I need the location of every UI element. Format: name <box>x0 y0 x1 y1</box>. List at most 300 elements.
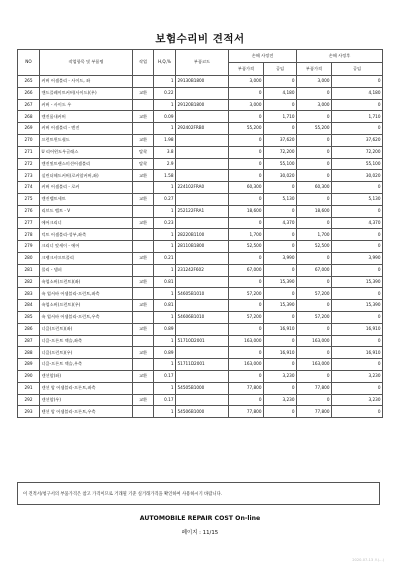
row-item-name: 쇽 업서바 어셈블리-프런트,우측 <box>40 311 133 323</box>
row-work: 교환 <box>133 276 154 288</box>
row-item-name: 엔진벨트세트 <box>40 193 133 205</box>
row-part-price-after: 77,800 <box>297 406 332 418</box>
row-no: 285 <box>18 311 40 323</box>
row-part-price-after: 0 <box>297 323 332 335</box>
row-work: 탈착 <box>133 146 154 158</box>
row-work: 교환 <box>133 394 154 406</box>
row-hqty: 1.58 <box>154 170 176 182</box>
row-hqty: 1 <box>154 288 176 300</box>
row-no: 288 <box>18 347 40 359</box>
table-row <box>18 264 383 276</box>
table-row <box>18 193 383 205</box>
row-labor-after: 0 <box>332 99 383 111</box>
row-hqty: 1 <box>154 123 176 135</box>
row-no: 267 <box>18 99 40 111</box>
row-labor-before: 0 <box>264 229 297 241</box>
row-part-price-after: 18,600 <box>297 205 332 217</box>
row-part-price-before: 77,800 <box>229 406 264 418</box>
row-item-name: 풀리 - 댐퍼 <box>40 264 133 276</box>
row-labor-before: 37,620 <box>264 134 297 146</box>
table-row <box>18 170 383 182</box>
table-row <box>18 300 383 312</box>
row-labor-after: 3,990 <box>332 252 383 264</box>
row-work <box>133 241 154 253</box>
row-part-code <box>176 193 229 205</box>
row-labor-after: 3,230 <box>332 394 383 406</box>
row-part-code: 54506B1000 <box>176 406 229 418</box>
row-hqty: 1.98 <box>154 134 176 146</box>
row-labor-after: 0 <box>332 241 383 253</box>
row-part-price-before: 3,000 <box>229 99 264 111</box>
table-row <box>18 252 383 264</box>
row-labor-after: 16,910 <box>332 347 383 359</box>
row-no: 268 <box>18 111 40 123</box>
row-work <box>133 76 154 88</box>
row-labor-before: 0 <box>264 264 297 276</box>
row-item-name: 너클(프런트)(우) <box>40 347 133 359</box>
row-hqty: 1 <box>154 359 176 371</box>
row-part-code <box>176 370 229 382</box>
row-labor-after: 0 <box>332 382 383 394</box>
row-work <box>133 205 154 217</box>
row-labor-after: 0 <box>332 264 383 276</box>
row-work <box>133 311 154 323</box>
header-item-name: 작업항목 및 부품명 <box>40 50 133 76</box>
table-row <box>18 406 383 418</box>
table-row <box>18 370 383 382</box>
row-part-price-before: 55,200 <box>229 123 264 135</box>
table-row <box>18 134 383 146</box>
row-hqty: 0.17 <box>154 370 176 382</box>
row-part-price-after: 0 <box>297 347 332 359</box>
row-labor-before: 4,180 <box>264 87 297 99</box>
row-part-price-before: 77,800 <box>229 382 264 394</box>
row-work: 교환 <box>133 217 154 229</box>
row-no: 269 <box>18 123 40 135</box>
row-part-price-before: 0 <box>229 394 264 406</box>
table-row <box>18 335 383 347</box>
row-part-price-after: 0 <box>297 158 332 170</box>
row-work: 교환 <box>133 87 154 99</box>
row-no: 274 <box>18 182 40 194</box>
row-work <box>133 288 154 300</box>
row-hqty: 1 <box>154 76 176 88</box>
row-part-price-after: 0 <box>297 276 332 288</box>
row-part-price-after: 3,000 <box>297 76 332 88</box>
table-row <box>18 311 383 323</box>
header-hqty: H,Q,% <box>154 50 176 76</box>
row-part-price-before: 0 <box>229 347 264 359</box>
row-labor-before: 55,100 <box>264 158 297 170</box>
row-part-code <box>176 276 229 288</box>
row-labor-before: 0 <box>264 205 297 217</box>
row-no: 283 <box>18 288 40 300</box>
table-row <box>18 382 383 394</box>
row-part-code: 28220B1100 <box>176 229 229 241</box>
row-work <box>133 182 154 194</box>
row-part-code: 51711D2001 <box>176 359 229 371</box>
row-item-name: 너클-프론트 액슬,좌측 <box>40 335 133 347</box>
row-part-code: 224102FRA0 <box>176 182 229 194</box>
row-hqty: 1 <box>154 229 176 241</box>
row-work <box>133 359 154 371</box>
row-labor-after: 0 <box>332 406 383 418</box>
row-hqty: 1 <box>154 182 176 194</box>
row-no: 277 <box>18 217 40 229</box>
row-no: 278 <box>18 229 40 241</box>
row-part-price-after: 0 <box>297 300 332 312</box>
row-work: 탈착 <box>133 158 154 170</box>
row-part-code: 29120B1800 <box>176 99 229 111</box>
row-part-price-after: 57,200 <box>297 288 332 300</box>
row-item-name: 쇽업소버(프런트)(좌) <box>40 276 133 288</box>
table-row <box>18 323 383 335</box>
page-indicator: 페이지 : 11/15 <box>181 530 219 536</box>
row-part-price-after: 0 <box>297 170 332 182</box>
table-row <box>18 288 383 300</box>
row-item-name: 커버 - 사이드 우 <box>40 99 133 111</box>
row-part-price-before: 163,000 <box>229 359 264 371</box>
row-work: 교환 <box>133 111 154 123</box>
header-work: 작업 <box>133 50 154 76</box>
row-labor-after: 15,390 <box>332 300 383 312</box>
table-row <box>18 359 383 371</box>
row-labor-before: 30,020 <box>264 170 297 182</box>
row-part-price-after: 163,000 <box>297 335 332 347</box>
row-part-code <box>176 347 229 359</box>
row-item-name: 리브드 벨트 - V <box>40 205 133 217</box>
header-part-price-after: 부품가격 <box>297 62 332 76</box>
estimate-rows <box>18 76 383 418</box>
row-item-name: 커버 어셈블리 - 로커 <box>40 182 133 194</box>
row-labor-after: 5,130 <box>332 193 383 205</box>
row-item-name: 엔진및트랜스미션어셈블리 <box>40 158 133 170</box>
row-part-code <box>176 300 229 312</box>
row-item-name: 너클-프론트 액슬,우측 <box>40 359 133 371</box>
row-no: 272 <box>18 158 40 170</box>
row-part-code: 292402FRB0 <box>176 123 229 135</box>
header-part-price-before: 부품가격 <box>229 62 264 76</box>
row-part-price-before: 60,300 <box>229 182 264 194</box>
row-part-price-before: 57,200 <box>229 311 264 323</box>
row-labor-before: 4,370 <box>264 217 297 229</box>
row-part-price-after: 57,200 <box>297 311 332 323</box>
row-labor-before: 15,390 <box>264 300 297 312</box>
row-part-price-before: 0 <box>229 193 264 205</box>
header-after-adjustment: 손해 사정후 <box>297 50 383 63</box>
row-labor-after: 3,230 <box>332 370 383 382</box>
row-part-price-after: 163,000 <box>297 359 332 371</box>
row-part-price-before: 18,600 <box>229 205 264 217</box>
row-part-code: 28110B1800 <box>176 241 229 253</box>
header-part-code: 부품코드 <box>176 50 229 76</box>
row-part-code: 54606B1010 <box>176 311 229 323</box>
row-work <box>133 123 154 135</box>
row-part-code: 51710D2001 <box>176 335 229 347</box>
row-part-price-after: 0 <box>297 370 332 382</box>
row-no: 282 <box>18 276 40 288</box>
row-hqty: 1 <box>154 382 176 394</box>
row-work: 교환 <box>133 347 154 359</box>
row-part-code <box>176 170 229 182</box>
row-part-price-after: 0 <box>297 134 332 146</box>
table-row <box>18 276 383 288</box>
row-labor-before: 0 <box>264 406 297 418</box>
row-no: 291 <box>18 382 40 394</box>
row-part-price-before: 0 <box>229 300 264 312</box>
row-work: 교환 <box>133 134 154 146</box>
row-item-name: 덴션암(우) <box>40 394 133 406</box>
table-row <box>18 123 383 135</box>
row-work: 교환 <box>133 300 154 312</box>
row-hqty: 0.21 <box>154 252 176 264</box>
row-part-price-before: 52,500 <box>229 241 264 253</box>
row-hqty: 1 <box>154 311 176 323</box>
row-part-price-before: 3,000 <box>229 76 264 88</box>
header-labor-after: 공임 <box>332 62 383 76</box>
row-work: 교환 <box>133 323 154 335</box>
table-row <box>18 347 383 359</box>
table-row <box>18 229 383 241</box>
table-row <box>18 182 383 194</box>
row-part-price-before: 0 <box>229 111 264 123</box>
row-part-code <box>176 111 229 123</box>
table-row <box>18 87 383 99</box>
row-labor-after: 0 <box>332 229 383 241</box>
row-part-code <box>176 146 229 158</box>
row-part-code <box>176 394 229 406</box>
header-labor-before: 공임 <box>264 62 297 76</box>
row-item-name: 프런트윈드쉴드 <box>40 134 133 146</box>
row-item-name: 커버 어셈블리 - 엔진 <box>40 123 133 135</box>
row-item-name: 크리너 앗세이 - 에어 <box>40 241 133 253</box>
table-row <box>18 146 383 158</box>
row-labor-before: 15,390 <box>264 276 297 288</box>
row-labor-before: 0 <box>264 335 297 347</box>
row-work <box>133 99 154 111</box>
row-labor-after: 0 <box>332 359 383 371</box>
row-part-code <box>176 252 229 264</box>
table-row <box>18 394 383 406</box>
row-part-price-before: 67,000 <box>229 264 264 276</box>
row-no: 293 <box>18 406 40 418</box>
row-labor-after: 16,910 <box>332 323 383 335</box>
row-no: 292 <box>18 394 40 406</box>
row-part-price-before: 0 <box>229 276 264 288</box>
row-labor-before: 16,910 <box>264 347 297 359</box>
row-labor-before: 72,200 <box>264 146 297 158</box>
row-part-price-before: 57,200 <box>229 288 264 300</box>
row-part-price-before: 0 <box>229 370 264 382</box>
row-part-price-after: 0 <box>297 111 332 123</box>
row-no: 276 <box>18 205 40 217</box>
row-part-price-before: 1,700 <box>229 229 264 241</box>
row-hqty: 0.22 <box>154 87 176 99</box>
row-no: 287 <box>18 335 40 347</box>
row-labor-before: 0 <box>264 123 297 135</box>
row-no: 270 <box>18 134 40 146</box>
row-item-name: U 리어윈도우글래스 <box>40 146 133 158</box>
row-item-name: 앤드플레이트커버(사이드)(우) <box>40 87 133 99</box>
row-item-name: 커버 어셈블리 - 사이드, 좌 <box>40 76 133 88</box>
row-hqty: 1 <box>154 241 176 253</box>
row-labor-after: 0 <box>332 288 383 300</box>
row-work: 교환 <box>133 370 154 382</box>
row-no: 280 <box>18 252 40 264</box>
row-labor-before: 1,710 <box>264 111 297 123</box>
row-labor-before: 0 <box>264 382 297 394</box>
row-hqty: 0.89 <box>154 323 176 335</box>
row-hqty: 3.8 <box>154 146 176 158</box>
row-labor-before: 16,910 <box>264 323 297 335</box>
row-item-name: 텐션 암 어셈블리-프론트,우측 <box>40 406 133 418</box>
row-part-price-after: 52,500 <box>297 241 332 253</box>
row-part-price-before: 0 <box>229 87 264 99</box>
row-item-name: 덴션암(좌) <box>40 370 133 382</box>
row-work <box>133 335 154 347</box>
price-notice: 이 견적서/청구서의 부품가격은 참고 가격이므로 거래될 기준 실거래가격을 확인하여 사용하시기 바랍니다. <box>17 482 380 505</box>
row-no: 290 <box>18 370 40 382</box>
row-item-name: 크랭크샤프트풀리 <box>40 252 133 264</box>
row-work <box>133 264 154 276</box>
row-no: 281 <box>18 264 40 276</box>
table-row <box>18 217 383 229</box>
print-timestamp: 2020-07-13 오(...) <box>352 558 384 562</box>
row-labor-before: 3,230 <box>264 370 297 382</box>
row-labor-before: 0 <box>264 311 297 323</box>
row-part-price-before: 0 <box>229 217 264 229</box>
row-item-name: 너클(프런트)(좌) <box>40 323 133 335</box>
row-part-price-before: 0 <box>229 323 264 335</box>
row-part-price-after: 0 <box>297 217 332 229</box>
row-item-name: 쇽업소버(프런트)(우) <box>40 300 133 312</box>
row-part-price-before: 163,000 <box>229 335 264 347</box>
row-work: 교환 <box>133 252 154 264</box>
row-labor-after: 0 <box>332 311 383 323</box>
row-part-price-after: 0 <box>297 87 332 99</box>
row-part-code: 54505B1000 <box>176 382 229 394</box>
row-labor-before: 0 <box>264 359 297 371</box>
row-labor-after: 0 <box>332 182 383 194</box>
row-labor-before: 0 <box>264 182 297 194</box>
row-hqty: 1 <box>154 264 176 276</box>
row-part-code <box>176 87 229 99</box>
row-hqty: 0.81 <box>154 276 176 288</box>
row-part-price-after: 3,000 <box>297 99 332 111</box>
row-hqty: 0.81 <box>154 300 176 312</box>
row-no: 275 <box>18 193 40 205</box>
row-labor-before: 0 <box>264 99 297 111</box>
row-part-price-after: 1,700 <box>297 229 332 241</box>
row-item-name: 에어크리너 <box>40 217 133 229</box>
document-title: 보험수리비 견적서 <box>155 33 245 45</box>
estimate-table <box>17 49 383 418</box>
row-item-name: 실린더헤드커버(로커암커버,좌) <box>40 170 133 182</box>
row-part-price-before: 0 <box>229 252 264 264</box>
row-labor-after: 15,390 <box>332 276 383 288</box>
row-labor-after: 4,370 <box>332 217 383 229</box>
row-part-price-after: 55,200 <box>297 123 332 135</box>
row-labor-before: 5,130 <box>264 193 297 205</box>
row-labor-before: 3,990 <box>264 252 297 264</box>
row-part-code: 29130B1800 <box>176 76 229 88</box>
row-hqty: 0.23 <box>154 217 176 229</box>
row-part-price-after: 0 <box>297 146 332 158</box>
row-work <box>133 406 154 418</box>
row-part-code <box>176 158 229 170</box>
row-hqty: 1 <box>154 205 176 217</box>
table-row <box>18 158 383 170</box>
row-work <box>133 382 154 394</box>
row-no: 286 <box>18 323 40 335</box>
row-hqty: 0.89 <box>154 347 176 359</box>
row-part-code: 54605B1010 <box>176 288 229 300</box>
row-part-price-after: 60,300 <box>297 182 332 194</box>
row-labor-after: 37,620 <box>332 134 383 146</box>
row-work: 교환 <box>133 170 154 182</box>
row-no: 284 <box>18 300 40 312</box>
row-part-price-after: 67,000 <box>297 264 332 276</box>
row-hqty: 0.27 <box>154 193 176 205</box>
row-work <box>133 229 154 241</box>
row-no: 265 <box>18 76 40 88</box>
row-labor-before: 0 <box>264 76 297 88</box>
row-labor-after: 0 <box>332 76 383 88</box>
row-part-price-after: 77,800 <box>297 382 332 394</box>
row-item-name: 엔진룸내커버 <box>40 111 133 123</box>
row-no: 279 <box>18 241 40 253</box>
row-part-code <box>176 217 229 229</box>
row-labor-after: 30,020 <box>332 170 383 182</box>
row-hqty: 2.9 <box>154 158 176 170</box>
header-no: NO <box>18 50 40 76</box>
table-row <box>18 241 383 253</box>
row-no: 266 <box>18 87 40 99</box>
row-hqty: 0.09 <box>154 111 176 123</box>
row-hqty: 1 <box>154 406 176 418</box>
row-labor-before: 3,230 <box>264 394 297 406</box>
row-part-price-before: 0 <box>229 134 264 146</box>
row-part-code: 231242F602 <box>176 264 229 276</box>
row-labor-after: 4,180 <box>332 87 383 99</box>
row-item-name: 덴션 암 어셈블리-프론트,좌측 <box>40 382 133 394</box>
row-labor-after: 72,200 <box>332 146 383 158</box>
table-row <box>18 99 383 111</box>
row-labor-after: 55,100 <box>332 158 383 170</box>
row-labor-after: 0 <box>332 335 383 347</box>
row-hqty: 1 <box>154 99 176 111</box>
row-no: 273 <box>18 170 40 182</box>
app-name: AUTOMOBILE REPAIR COST On-line <box>139 515 261 522</box>
row-hqty: 0.17 <box>154 394 176 406</box>
table-row <box>18 111 383 123</box>
row-no: 271 <box>18 146 40 158</box>
row-labor-after: 0 <box>332 123 383 135</box>
row-labor-after: 0 <box>332 205 383 217</box>
row-part-price-before: 0 <box>229 146 264 158</box>
row-part-price-after: 0 <box>297 394 332 406</box>
table-row <box>18 205 383 217</box>
row-hqty: 1 <box>154 335 176 347</box>
row-part-price-before: 0 <box>229 170 264 182</box>
header-before-adjustment: 손해 사정전 <box>229 50 297 63</box>
row-item-name: 덕트 어셈블리-성부,좌측 <box>40 229 133 241</box>
row-part-price-before: 0 <box>229 158 264 170</box>
row-part-code: 252122FRA1 <box>176 205 229 217</box>
table-row <box>18 76 383 88</box>
row-work: 교환 <box>133 193 154 205</box>
row-part-code <box>176 323 229 335</box>
